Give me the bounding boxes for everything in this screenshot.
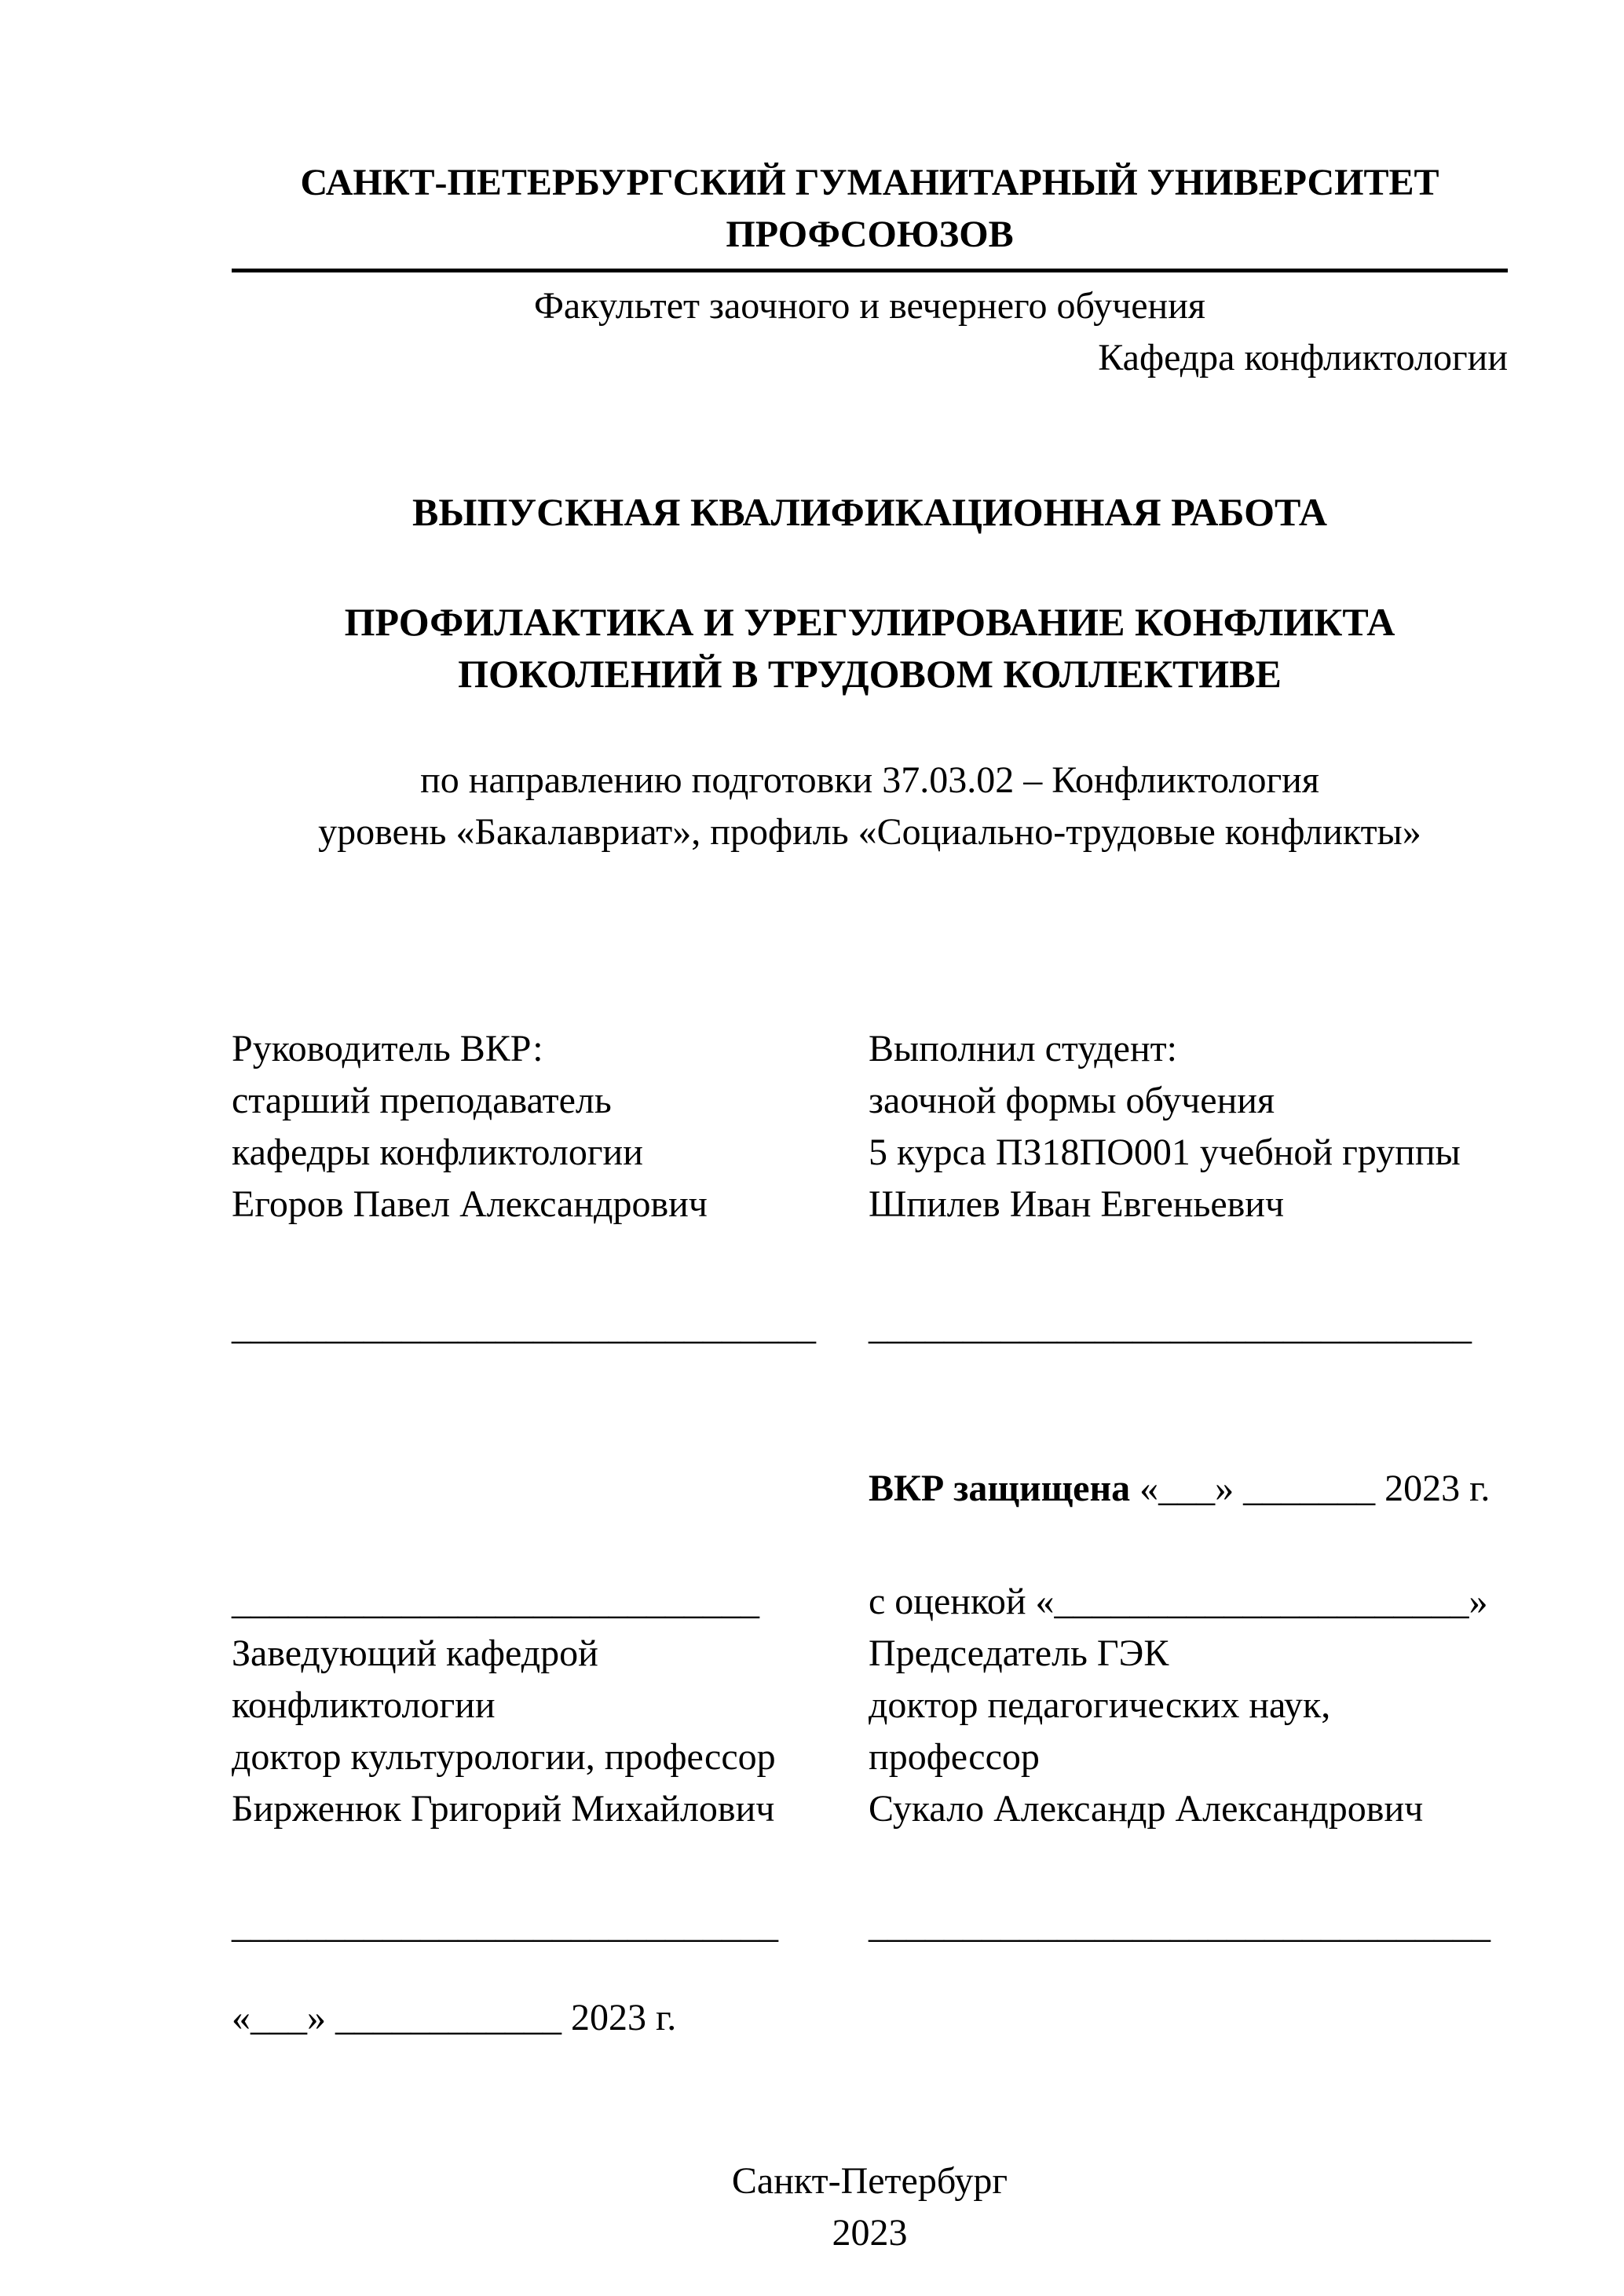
- defense-date-line: [869, 1463, 1508, 1515]
- department-head-signature-line-2: _____________________________: [232, 1904, 778, 1946]
- program-direction: по направлению подготовки 37.03.02 – Конфликтология: [420, 759, 1319, 801]
- defense-label: ВКР защищена: [869, 1468, 1131, 1509]
- department-name: Кафедра конфликтологии: [1098, 337, 1508, 378]
- supervisor-department: кафедры конфликтологии: [232, 1132, 643, 1173]
- department-head-signature-block: [232, 1899, 869, 1951]
- department-head-block: [232, 1576, 869, 1835]
- committee-chair-title: Председатель ГЭК: [869, 1632, 1169, 1674]
- department-head-degree: доктор культурологии, профессор: [232, 1736, 776, 1778]
- student-signature-line: ________________________________: [869, 1306, 1472, 1347]
- committee-chair-signature-block: [869, 1899, 1508, 1951]
- signatures-section: [232, 1899, 1508, 1951]
- defense-date-blank: «___» _______ 2023 г.: [1130, 1468, 1490, 1509]
- student-name: Шпилев Иван Евгеньевич: [869, 1183, 1285, 1225]
- defense-section: [232, 1463, 1508, 1515]
- supervisor-block: [232, 1023, 869, 1353]
- date-blank-line: «___» ____________ 2023 г.: [232, 1997, 677, 2038]
- supervisor-name: Егоров Павел Александрович: [232, 1183, 708, 1225]
- student-heading: Выполнил студент:: [869, 1028, 1177, 1069]
- program-level-profile: уровень «Бакалавриат», профиль «Социально-трудовые конфликты»: [318, 811, 1421, 853]
- supervisor-signature-line: _______________________________: [232, 1306, 816, 1347]
- university-name: САНКТ-ПЕТЕРБУРГСКИЙ ГУМАНИТАРНЫЙ УНИВЕРСИТЕТ ПРОФСОЮЗОВ: [232, 157, 1508, 272]
- work-type-heading: ВЫПУСКНАЯ КВАЛИФИКАЦИОННАЯ РАБОТА: [412, 490, 1327, 534]
- supervisor-heading: Руководитель ВКР:: [232, 1028, 543, 1069]
- footer: [232, 2155, 1508, 2259]
- student-block: [869, 1023, 1508, 1353]
- supervisor-position: старший преподаватель: [232, 1080, 612, 1121]
- thesis-title-line2: ПОКОЛЕНИЙ В ТРУДОВОМ КОЛЛЕКТИВЕ: [458, 652, 1282, 696]
- footer-city: Санкт-Петербург: [731, 2160, 1008, 2202]
- thesis-title: [232, 596, 1508, 700]
- approval-section: [232, 1576, 1508, 1835]
- defense-spacer: [232, 1463, 869, 1515]
- committee-chair-block: [869, 1576, 1508, 1835]
- program-info: [232, 755, 1508, 858]
- student-group: 5 курса ПЗ18ПО001 учебной группы: [869, 1132, 1461, 1173]
- committee-chair-signature-line: _________________________________: [869, 1904, 1490, 1946]
- department-head-title-2: конфликтологии: [232, 1684, 496, 1726]
- department-head-signature-line: ____________________________: [232, 1581, 759, 1622]
- grade-line: с оценкой «______________________»: [869, 1581, 1488, 1622]
- department-head-name: Бирженюк Григорий Михайлович: [232, 1788, 775, 1830]
- people-section: [232, 1023, 1508, 1353]
- committee-chair-name: Сукало Александр Александрович: [869, 1788, 1424, 1830]
- student-study-form: заочной формы обучения: [869, 1080, 1275, 1121]
- committee-chair-degree-1: доктор педагогических наук,: [869, 1684, 1331, 1726]
- department-head-title-1: Заведующий кафедрой: [232, 1632, 598, 1674]
- faculty-name: Факультет заочного и вечернего обучения: [534, 285, 1205, 327]
- committee-chair-degree-2: профессор: [869, 1736, 1040, 1778]
- footer-year: 2023: [832, 2212, 908, 2254]
- thesis-title-line1: ПРОФИЛАКТИКА И УРЕГУЛИРОВАНИЕ КОНФЛИКТА: [344, 600, 1395, 644]
